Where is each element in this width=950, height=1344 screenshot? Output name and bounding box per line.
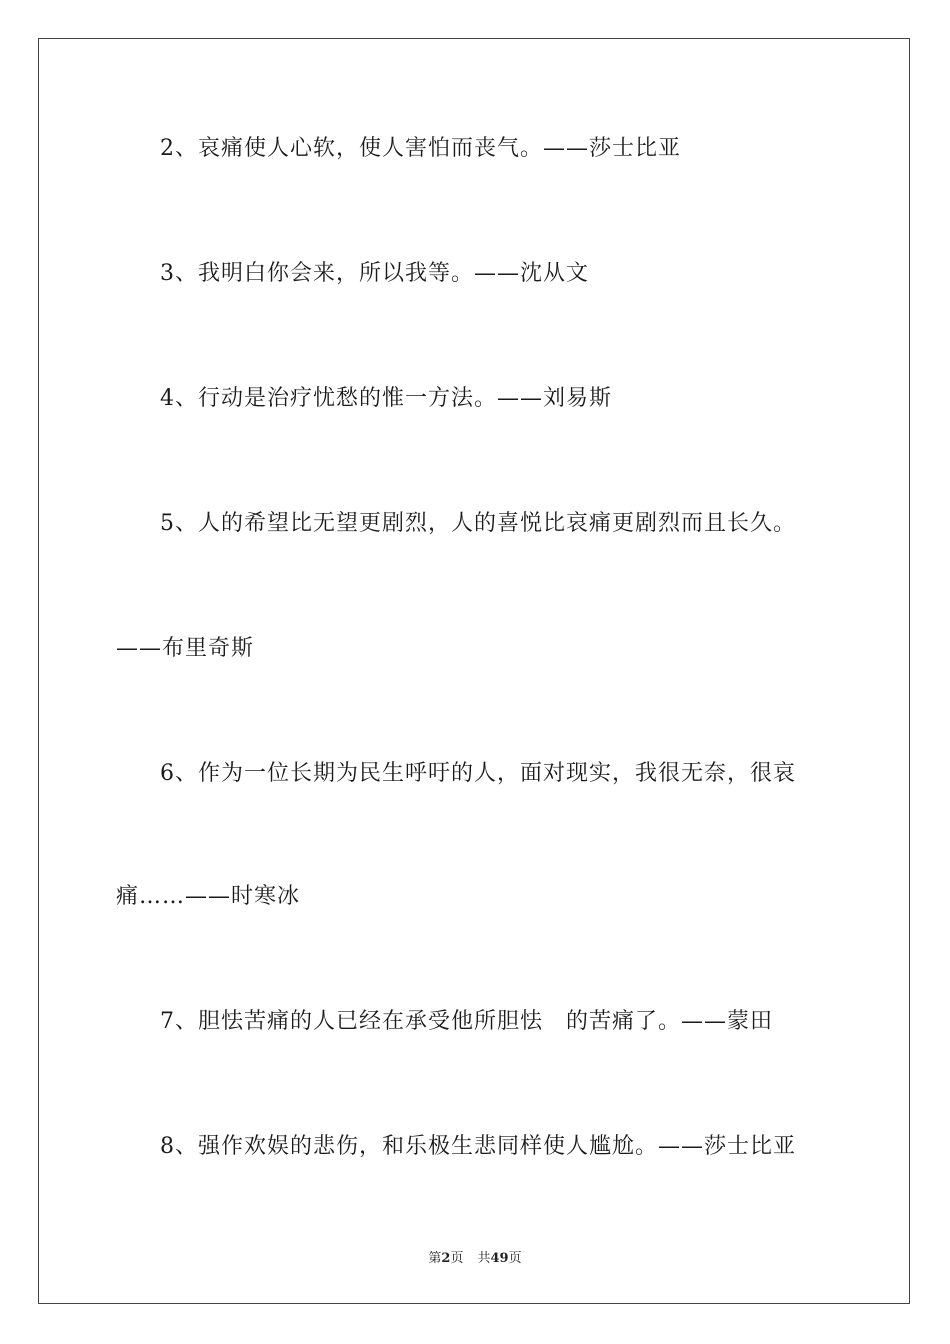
quote-line-3: 3、我明白你会来，所以我等。——沈从文 <box>160 261 589 286</box>
footer-page-suffix: 页 <box>450 1251 464 1266</box>
quote-line-6-continued: 痛……——时寒冰 <box>116 884 301 909</box>
page-border <box>38 38 910 1304</box>
quote-line-5: 5、人的希望比无望更剧烈，人的喜悦比哀痛更剧烈而且长久。 <box>160 511 796 536</box>
footer-total-pages: 49 <box>490 1251 509 1266</box>
quote-line-6: 6、作为一位长期为民生呼吁的人，面对现实，我很无奈，很哀 <box>160 761 796 786</box>
footer-total-suffix: 页 <box>508 1251 522 1266</box>
quote-line-8: 8、强作欢娱的悲伤，和乐极生悲同样使人尴尬。——莎士比亚 <box>160 1134 796 1159</box>
page-footer <box>0 1247 950 1266</box>
footer-page-number: 2 <box>441 1251 451 1266</box>
footer-total-prefix: 共 <box>477 1251 491 1266</box>
quote-line-7: 7、胆怯苦痛的人已经在承受他所胆怯 的苦痛了。——蒙田 <box>160 1009 773 1034</box>
quote-line-5-continued: ——布里奇斯 <box>116 636 255 661</box>
footer-prefix: 第 <box>428 1251 442 1266</box>
quote-line-2: 2、哀痛使人心软，使人害怕而丧气。——莎士比亚 <box>160 136 681 161</box>
quote-line-4: 4、行动是治疗忧愁的惟一方法。——刘易斯 <box>160 386 612 411</box>
